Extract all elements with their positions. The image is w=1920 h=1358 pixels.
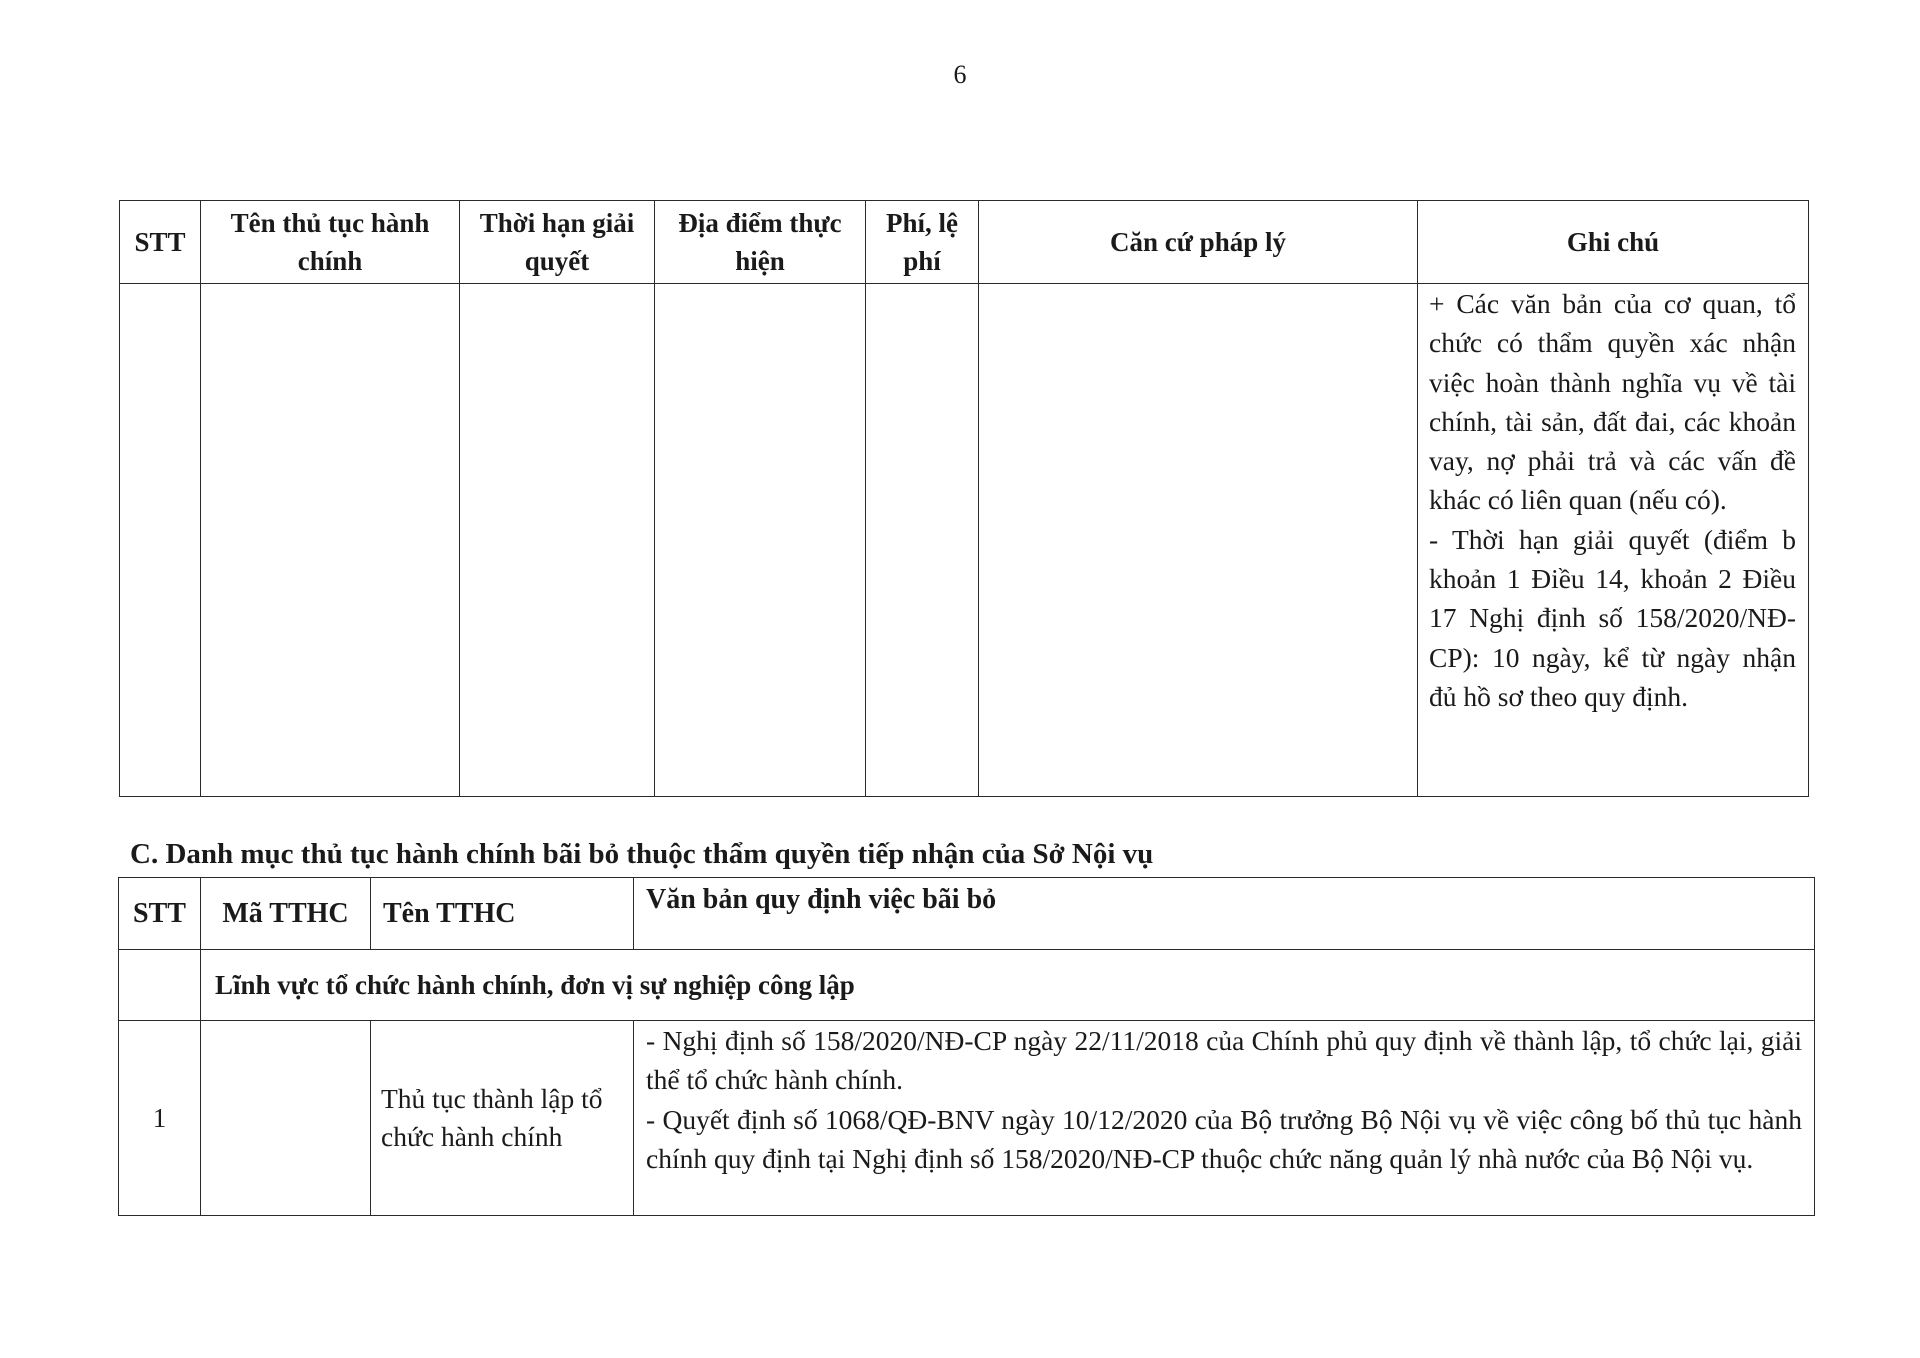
field-label: Lĩnh vực tổ chức hành chính, đơn vị sự nghiệp công lập <box>201 950 1815 1021</box>
col-header-name: Tên TTHC <box>371 878 634 950</box>
cell-notes <box>1418 284 1809 797</box>
col-header-procedure-name: Tên thủ tục hành chính <box>201 201 460 284</box>
col-header-stt: STT <box>119 878 201 950</box>
col-header-notes: Ghi chú <box>1418 201 1809 284</box>
cell-stt <box>120 284 201 797</box>
procedures-table <box>119 200 1809 797</box>
col-header-code: Mã TTHC <box>201 878 371 950</box>
cell-legal-basis <box>979 284 1418 797</box>
cell-code <box>201 1021 371 1216</box>
doc-paragraph: - Nghị định số 158/2020/NĐ-CP ngày 22/11/2018 của Chính phủ quy định về thành lập, tổ chức lại, giải thể tổ chức hành chính. <box>646 1025 1802 1096</box>
col-header-deadline: Thời hạn giải quyết <box>460 201 655 284</box>
doc-paragraph: - Quyết định số 1068/QĐ-BNV ngày 10/12/2020 của Bộ trưởng Bộ Nội vụ về việc công bố thủ tục hành chính quy định tại Nghị định số 158/2020/NĐ-CP thuộc chức năng quản lý nhà nước của Bộ Nội vụ. <box>646 1103 1802 1174</box>
note-paragraph: - Thời hạn giải quyết (điểm b khoản 1 Điều 14, khoản 2 Điều 17 Nghị định số 158/2020/NĐ-CP): 10 ngày, kể từ ngày nhận đủ hồ sơ theo quy định. <box>1429 523 1796 712</box>
cell-procedure-name: Thủ tục thành lập tổ chức hành chính <box>371 1021 634 1216</box>
page-number: 6 <box>953 60 967 89</box>
cell-location <box>655 284 866 797</box>
section-c-heading: C. Danh mục thủ tục hành chính bãi bỏ thuộc thẩm quyền tiếp nhận của Sở Nội vụ <box>130 838 1154 870</box>
col-header-location: Địa điểm thực hiện <box>655 201 866 284</box>
field-row <box>119 950 1815 1021</box>
note-paragraph: + Các văn bản của cơ quan, tổ chức có thẩm quyền xác nhận việc hoàn thành nghĩa vụ về tài chính, tài sản, đất đai, các khoản vay, nợ phải trả và các vấn đề khác có liên quan (nếu có). <box>1429 288 1796 516</box>
cell-abolishing-docs <box>634 1021 1815 1216</box>
cell-fees <box>866 284 979 797</box>
cell-procedure-name <box>201 284 460 797</box>
abolished-procedures-table <box>118 877 1815 1216</box>
col-header-abolishing-docs: Văn bản quy định việc bãi bỏ <box>634 878 1815 950</box>
table-header-row <box>120 201 1809 284</box>
table-header-row <box>119 878 1815 950</box>
field-row-empty-cell <box>119 950 201 1021</box>
cell-deadline <box>460 284 655 797</box>
table-row <box>119 1021 1815 1216</box>
col-header-stt: STT <box>120 201 201 284</box>
cell-stt: 1 <box>119 1021 201 1216</box>
col-header-fees: Phí, lệ phí <box>866 201 979 284</box>
col-header-legal-basis: Căn cứ pháp lý <box>979 201 1418 284</box>
table-row <box>120 284 1809 797</box>
